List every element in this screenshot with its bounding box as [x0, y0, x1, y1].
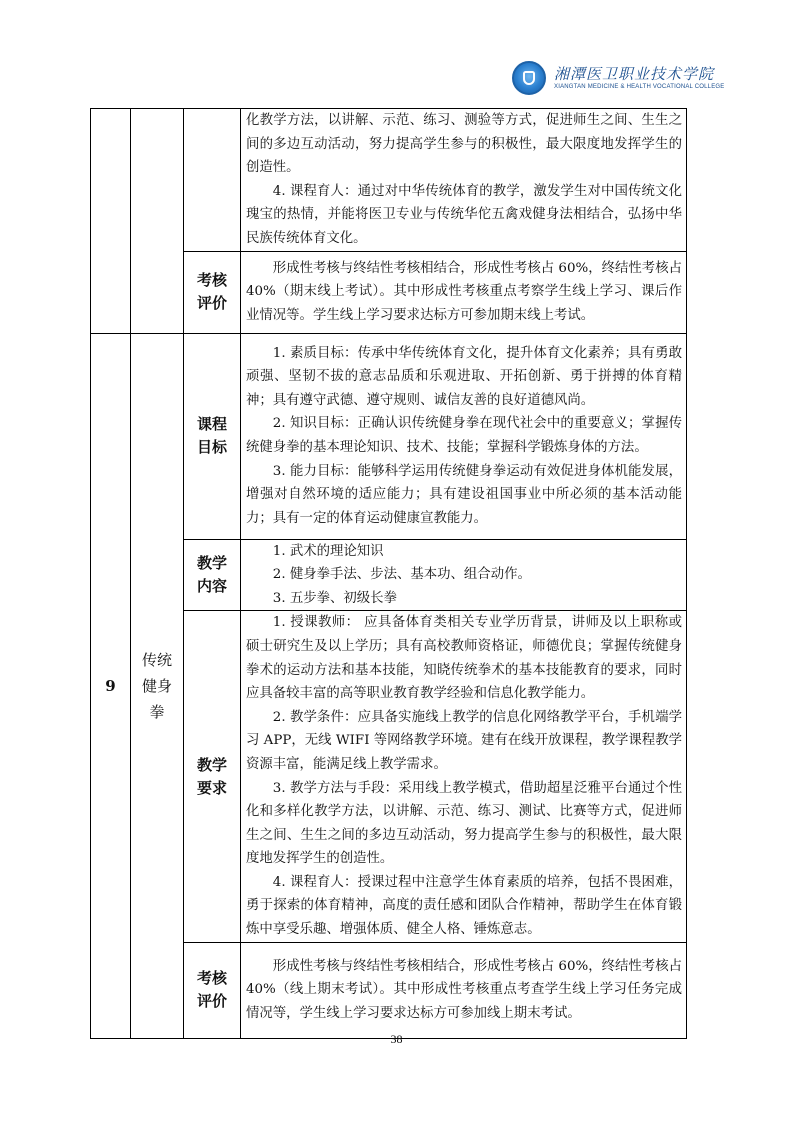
logo-english-name: XIANGTAN MEDICINE & HEALTH VOCATIONAL COLLEGE: [554, 83, 725, 90]
content-item: 2. 健身拳手法、步法、基本功、组合动作。: [272, 567, 531, 583]
prev-req-line: 4. 课程育人：通过对中华传统体育的教学，激发学生对中国传统文化瑰宝的热情，并能将医卫专业与传统华佗五禽戏健身法相结合，弘扬中华民族传统体育文化。: [246, 183, 682, 246]
contents-label: [184, 539, 241, 611]
logo-text: [554, 66, 724, 91]
content-item: 3. 五步拳、初级长拳: [272, 590, 397, 606]
course-name-line: 拳: [149, 702, 165, 721]
course-name-line: 健身: [141, 676, 172, 695]
logo-chinese-name: 湘潭医卫职业技术学院: [554, 64, 715, 83]
requirements-label-line: 要求: [196, 778, 227, 797]
prev-eval-text: 形成性考核与终结性考核相结合，形成性考核占 60%，终结性考核占 40%（期末线上考试）。其中形成性考核重点考察学生线上学习、课后作业情况等。学生线上学习要求达标方可参加期末线上考试。: [246, 260, 682, 323]
prev-req-content: [241, 109, 687, 252]
goal-item: 2. 知识目标：正确认识传统健身拳在现代社会中的重要意义；掌握传统健身拳的基本理论知识、技术、技能；掌握科学锻炼身体的方法。: [246, 416, 682, 456]
prev-req-line: 化教学方法，以讲解、示范、练习、测验等方式，促进师生之间、生生之间的多边互动活动，努力提高学生参与的积极性，最大限度地发挥学生的创造性。: [246, 113, 682, 176]
prev-name-cell: [131, 109, 184, 334]
requirements-content: [241, 611, 687, 942]
prev-number-cell: [91, 109, 131, 334]
course-number: 9: [91, 333, 131, 1038]
requirements-label-line: 教学: [196, 755, 227, 774]
eval-label-line: 考核: [196, 969, 227, 988]
goals-content: [241, 333, 687, 539]
prev-eval-label-line: 考核: [196, 271, 227, 290]
contents-label-line: 教学: [196, 553, 227, 572]
prev-eval-label-line: 评价: [196, 294, 227, 313]
contents-label-line: 内容: [196, 576, 227, 595]
goals-label-line: 目标: [196, 438, 227, 457]
eval-label-line: 评价: [196, 992, 227, 1011]
contents-content: [241, 539, 687, 611]
eval-label: [184, 942, 241, 1038]
goals-label: [184, 333, 241, 539]
content-item: 1. 武术的理论知识: [272, 543, 384, 559]
goals-label-line: 课程: [196, 415, 227, 434]
college-logo: [512, 58, 742, 98]
course-table: [90, 108, 687, 1039]
course-name-line: 传统: [141, 650, 172, 669]
requirements-label: [184, 611, 241, 942]
eval-content: [241, 942, 687, 1038]
requirement-item: 1. 授课教师： 应具备体育类相关专业学历背景，讲师及以上职称或硕士研究生及以上学历；具有高校教师资格证，师德优良；掌握传统健身拳术的运动方法和基本技能，知晓传统拳术的基本技能教育的要求，同时应具备较丰富的高等职业教育教学经验和信息化教学能力。: [246, 615, 682, 702]
goal-item: 1. 素质目标：传承中华传统体育文化，提升体育文化素养；具有勇敢顽强、坚韧不拔的意志品质和乐观进取、开拓创新、勇于拼搏的体育精神；具有遵守武德、遵守规则、诚信友善的良好道德风尚。: [246, 345, 682, 408]
goal-item: 3. 能力目标：能够科学运用传统健身拳运动有效促进身体机能发展，增强对自然环境的适应能力；具有建设祖国事业中所必须的基本活动能力；具有一定的体育运动健康宣教能力。: [246, 463, 682, 526]
requirement-item: 2. 教学条件：应具备实施线上教学的信息化网络教学平台，手机端学习 APP，无线 WIFI 等网络教学环境。建有在线开放课程，教学课程教学资源丰富，能满足线上教学需求。: [246, 709, 682, 772]
course-name-cell: [131, 333, 184, 1038]
requirement-item: 4. 课程育人：授课过程中注意学生体育素质的培养，包括不畏困难，勇于探索的体育精神，高度的责任感和团队合作精神，帮助学生在体育锻炼中享受乐趣、增强体质、健全人格、锤炼意志。: [246, 874, 682, 938]
prev-requirements-row: [91, 109, 687, 252]
page-number: 38: [390, 1032, 403, 1046]
goals-row: [91, 333, 687, 539]
prev-eval-content: [241, 251, 687, 333]
prev-eval-label: [184, 251, 241, 333]
requirement-item: 3. 教学方法与手段：采用线上教学模式，借助超星泛雅平台通过个性化和多样化教学方法，以讲解、示范、练习、测试、比赛等方式，促进师生之间、生生之间的多边互动活动，努力提高学生参与的积极性，最大限度地发挥学生的创造性。: [246, 780, 682, 867]
prev-req-label-cell: [184, 109, 241, 252]
college-seal-icon: [512, 61, 546, 95]
eval-text: 形成性考核与终结性考核相结合，形成性考核占 60%，终结性考核占 40%（线上期末考试）。其中形成性考核重点考查学生线上学习任务完成情况等，学生线上学习要求达标方可参加线上期末考试。: [246, 958, 682, 1021]
